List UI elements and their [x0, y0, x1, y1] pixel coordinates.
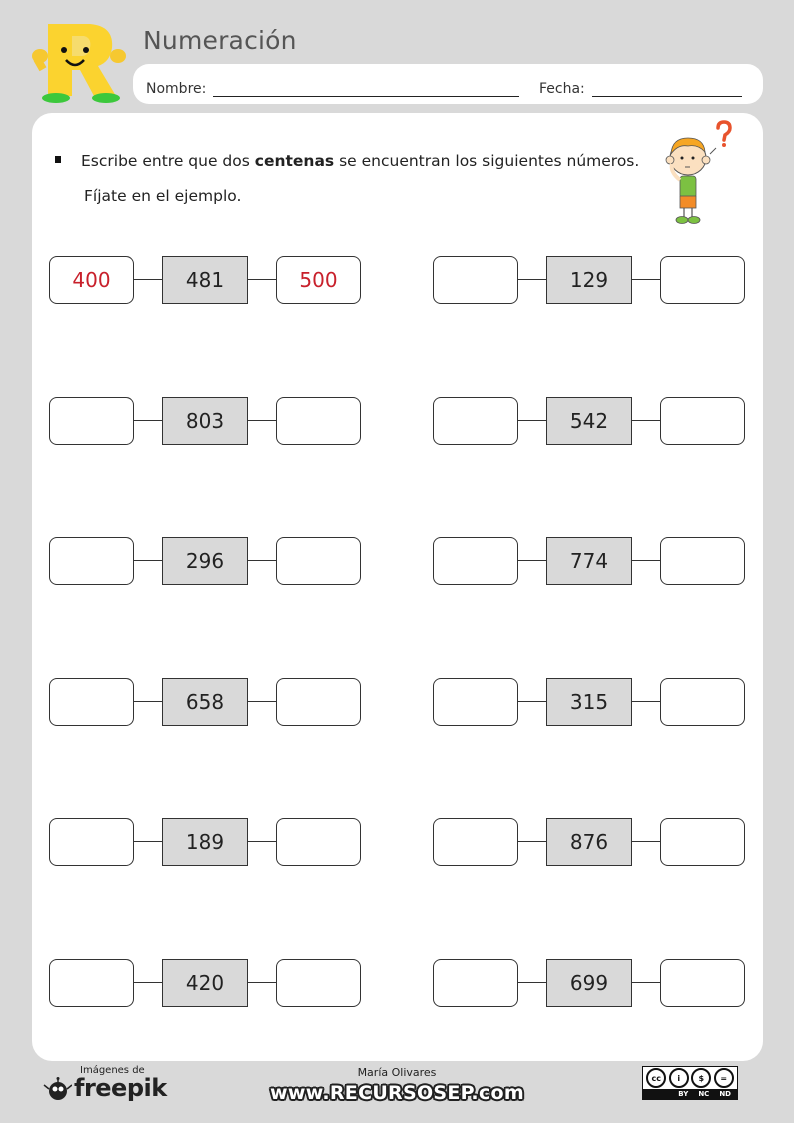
given-number-box: 699 [546, 959, 632, 1007]
lower-hundred-box[interactable] [433, 678, 518, 726]
given-number-box: 481 [162, 256, 248, 304]
connector-line [134, 560, 162, 561]
upper-hundred-box[interactable] [276, 678, 361, 726]
given-number-box: 876 [546, 818, 632, 866]
connector-line [632, 420, 660, 421]
connector-line [134, 279, 162, 280]
connector-line [248, 420, 276, 421]
cc-icon: cc [646, 1068, 666, 1088]
lower-hundred-box[interactable]: 400 [49, 256, 134, 304]
connector-line [632, 279, 660, 280]
bullet-icon [55, 156, 61, 163]
connector-line [632, 982, 660, 983]
lower-hundred-box[interactable] [433, 256, 518, 304]
exercise-row [433, 818, 746, 866]
connector-line [134, 701, 162, 702]
connector-line [134, 841, 162, 842]
name-blank-line[interactable] [213, 83, 519, 97]
connector-line [248, 841, 276, 842]
exercise-row [433, 537, 746, 585]
given-number-box: 189 [162, 818, 248, 866]
exercise-row [433, 397, 746, 445]
page-title: Numeración [143, 26, 297, 55]
letter-r-mascot-icon [28, 20, 128, 104]
connector-line [134, 420, 162, 421]
upper-hundred-box[interactable]: 500 [276, 256, 361, 304]
connector-line [518, 420, 546, 421]
name-label: Nombre: [146, 81, 207, 97]
exercise-row [433, 959, 746, 1007]
upper-hundred-box[interactable] [660, 256, 745, 304]
given-number-box: 296 [162, 537, 248, 585]
date-label: Fecha: [539, 81, 585, 97]
license-nd-label: ND [719, 1090, 731, 1098]
student-info-bar [133, 64, 763, 104]
lower-hundred-box[interactable] [49, 818, 134, 866]
upper-hundred-box[interactable] [660, 397, 745, 445]
connector-line [518, 279, 546, 280]
exercise-row [49, 959, 362, 1007]
exercise-row [49, 818, 362, 866]
given-number-box: 542 [546, 397, 632, 445]
given-number-box: 129 [546, 256, 632, 304]
lower-hundred-box[interactable] [433, 818, 518, 866]
upper-hundred-box[interactable] [660, 537, 745, 585]
connector-line [518, 560, 546, 561]
given-number-box: 774 [546, 537, 632, 585]
lower-hundred-box[interactable] [49, 537, 134, 585]
creative-commons-badge [642, 1066, 738, 1100]
lower-hundred-box[interactable] [49, 397, 134, 445]
by-icon: i [669, 1068, 689, 1088]
connector-line [248, 560, 276, 561]
connector-line [632, 560, 660, 561]
date-blank-line[interactable] [592, 83, 742, 97]
upper-hundred-box[interactable] [276, 397, 361, 445]
connector-line [248, 701, 276, 702]
given-number-box: 658 [162, 678, 248, 726]
upper-hundred-box[interactable] [660, 959, 745, 1007]
connector-line [248, 279, 276, 280]
date-field[interactable] [539, 81, 742, 97]
nd-icon: = [714, 1068, 734, 1088]
lower-hundred-box[interactable] [433, 959, 518, 1007]
connector-line [248, 982, 276, 983]
connector-line [134, 982, 162, 983]
connector-line [518, 841, 546, 842]
keyword-centenas: centenas [254, 152, 335, 170]
exercise-row-example [49, 256, 362, 304]
upper-hundred-box[interactable] [660, 678, 745, 726]
upper-hundred-box[interactable] [660, 818, 745, 866]
instruction-line-1: Escribe entre que dos centenas se encuentran los siguientes números. [55, 152, 639, 170]
author-name: María Olivares [357, 1066, 437, 1079]
upper-hundred-box[interactable] [276, 818, 361, 866]
given-number-box: 315 [546, 678, 632, 726]
given-number-box: 803 [162, 397, 248, 445]
connector-line [632, 841, 660, 842]
instruction-line-2: Fíjate en el ejemplo. [84, 187, 242, 205]
exercise-row [49, 537, 362, 585]
thinking-child-icon [658, 120, 738, 225]
connector-line [632, 701, 660, 702]
lower-hundred-box[interactable] [49, 678, 134, 726]
exercise-row [49, 397, 362, 445]
freepik-caption: Imágenes de [80, 1065, 145, 1076]
lower-hundred-box[interactable] [433, 397, 518, 445]
license-nc-label: NC [698, 1090, 710, 1098]
freepik-wordmark: freepik [74, 1074, 167, 1102]
name-field[interactable] [146, 81, 519, 97]
nc-icon: $ [691, 1068, 711, 1088]
upper-hundred-box[interactable] [276, 959, 361, 1007]
exercise-row [433, 678, 746, 726]
exercise-row [49, 678, 362, 726]
given-number-box: 420 [162, 959, 248, 1007]
connector-line [518, 982, 546, 983]
site-link[interactable]: www.RECURSOSEP.com [270, 1082, 524, 1104]
lower-hundred-box[interactable] [49, 959, 134, 1007]
exercise-row [433, 256, 746, 304]
upper-hundred-box[interactable] [276, 537, 361, 585]
lower-hundred-box[interactable] [433, 537, 518, 585]
connector-line [518, 701, 546, 702]
license-by-label: BY [678, 1090, 689, 1098]
